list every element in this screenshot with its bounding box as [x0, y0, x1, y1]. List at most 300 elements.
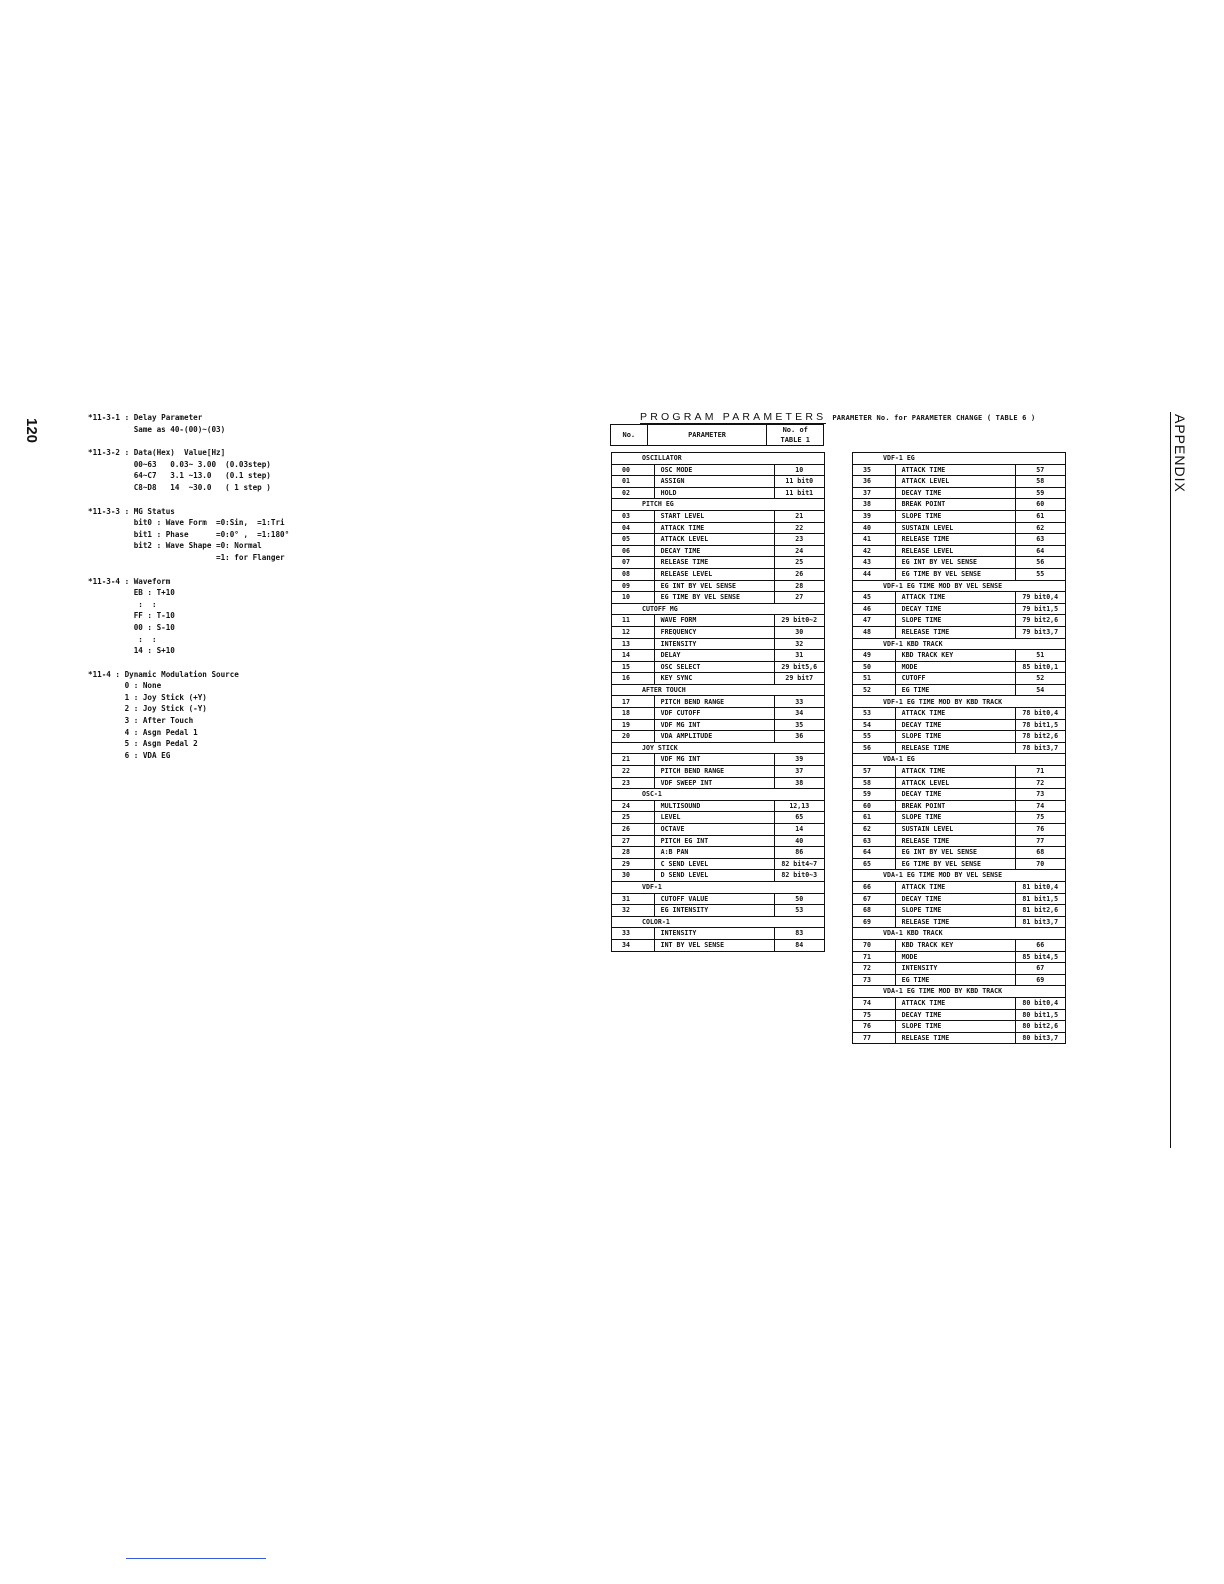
table-row [612, 870, 825, 882]
table1-number: 78 bit2,6 [1015, 731, 1065, 743]
table1-number: 28 [774, 580, 824, 592]
param-name: PITCH BEND RANGE [654, 766, 774, 778]
table1-number: 78 bit0,4 [1015, 708, 1065, 720]
section-row [853, 580, 1066, 592]
table-row [612, 766, 825, 778]
table-row [853, 777, 1066, 789]
table1-number: 81 bit3,7 [1015, 916, 1065, 928]
table1-number: 82 bit0~3 [774, 870, 824, 882]
column-header-table [610, 424, 824, 446]
param-number: 11 [612, 615, 655, 627]
param-number: 47 [853, 615, 896, 627]
table-row [612, 800, 825, 812]
param-number: 29 [612, 858, 655, 870]
table-row [612, 847, 825, 859]
table1-number: 29 bit5,6 [774, 661, 824, 673]
footnote-line: : : [88, 599, 157, 609]
table-row [853, 939, 1066, 951]
table1-number: 58 [1015, 476, 1065, 488]
param-number: 76 [853, 1021, 896, 1033]
param-number: 12 [612, 626, 655, 638]
footnote [88, 447, 348, 493]
table1-number: 38 [774, 777, 824, 789]
footnote-line: *11-3-3 : MG Status [88, 506, 175, 516]
param-number: 20 [612, 731, 655, 743]
table-row [853, 510, 1066, 522]
param-number: 13 [612, 638, 655, 650]
table-row [853, 487, 1066, 499]
param-number: 01 [612, 476, 655, 488]
table-row [853, 545, 1066, 557]
param-number: 31 [612, 893, 655, 905]
table1-number: 75 [1015, 812, 1065, 824]
table1-number: 79 bit2,6 [1015, 615, 1065, 627]
page-number: 120 [23, 418, 40, 444]
table-row [612, 464, 825, 476]
param-name: C SEND LEVEL [654, 858, 774, 870]
param-number: 60 [853, 800, 896, 812]
section-label: VDF-1 EG TIME MOD BY VEL SENSE [853, 580, 1066, 592]
param-name: SLOPE TIME [895, 1021, 1015, 1033]
param-name: ASSIGN [654, 476, 774, 488]
param-name: OCTAVE [654, 824, 774, 836]
param-number: 06 [612, 545, 655, 557]
table-row [853, 812, 1066, 824]
param-name: ATTACK TIME [654, 522, 774, 534]
col-header-table1-line2: TABLE 1 [767, 435, 824, 446]
table-row [853, 963, 1066, 975]
table1-number: 81 bit0,4 [1015, 881, 1065, 893]
footnote-line: 2 : Joy Stick (-Y) [88, 704, 207, 714]
footnote-line: *11-3-1 : Delay Parameter [88, 413, 203, 422]
table-row [612, 661, 825, 673]
param-name: OSC SELECT [654, 661, 774, 673]
section-label: VDA-1 EG TIME MOD BY VEL SENSE [853, 870, 1066, 882]
table1-number: 26 [774, 568, 824, 580]
table1-number: 65 [774, 812, 824, 824]
param-number: 43 [853, 557, 896, 569]
param-number: 42 [853, 545, 896, 557]
table1-number: 60 [1015, 499, 1065, 511]
section-label: PITCH EG [612, 499, 825, 511]
param-name: INTENSITY [654, 928, 774, 940]
param-name: RELEASE TIME [895, 626, 1015, 638]
footnote-line: 14 : S+10 [88, 646, 175, 656]
param-name: PITCH EG INT [654, 835, 774, 847]
section-row [612, 684, 825, 696]
section-label: VDF-1 EG [853, 453, 1066, 465]
table1-number: 66 [1015, 939, 1065, 951]
param-name: PITCH BEND RANGE [654, 696, 774, 708]
param-name: EG TIME [895, 684, 1015, 696]
table-row [612, 708, 825, 720]
param-name: EG INT BY VEL SENSE [895, 557, 1015, 569]
table-row [853, 997, 1066, 1009]
param-number: 21 [612, 754, 655, 766]
param-name: ATTACK LEVEL [654, 534, 774, 546]
footnote [88, 506, 348, 564]
table1-number: 31 [774, 650, 824, 662]
section-label: JOY STICK [612, 742, 825, 754]
param-number: 73 [853, 974, 896, 986]
param-number: 15 [612, 661, 655, 673]
param-number: 56 [853, 742, 896, 754]
table-row [612, 568, 825, 580]
param-number: 51 [853, 673, 896, 685]
param-number: 14 [612, 650, 655, 662]
param-name: VDA AMPLITUDE [654, 731, 774, 743]
table1-number: 34 [774, 708, 824, 720]
param-name: MODE [895, 661, 1015, 673]
param-number: 49 [853, 650, 896, 662]
param-name: EG INT BY VEL SENSE [654, 580, 774, 592]
param-number: 28 [612, 847, 655, 859]
footnote [88, 576, 348, 657]
table-row [853, 858, 1066, 870]
table-row [853, 951, 1066, 963]
param-number: 27 [612, 835, 655, 847]
table-row [612, 905, 825, 917]
table-row [612, 615, 825, 627]
table1-number: 79 bit0,4 [1015, 592, 1065, 604]
param-name: A:B PAN [654, 847, 774, 859]
param-number: 67 [853, 893, 896, 905]
footnote-line: 6 : VDA EG [88, 750, 171, 760]
section-label: VDF-1 [612, 881, 825, 893]
table-row [853, 464, 1066, 476]
param-name: CUTOFF VALUE [654, 893, 774, 905]
section-label: VDA-1 EG TIME MOD BY KBD TRACK [853, 986, 1066, 998]
table-row [853, 893, 1066, 905]
param-number: 53 [853, 708, 896, 720]
param-name: SLOPE TIME [895, 510, 1015, 522]
table-row [853, 731, 1066, 743]
footnote-line: FF : T-10 [88, 611, 175, 621]
table1-number: 52 [1015, 673, 1065, 685]
param-name: INTENSITY [895, 963, 1015, 975]
table1-number: 68 [1015, 847, 1065, 859]
table-row [612, 476, 825, 488]
table1-number: 78 bit1,5 [1015, 719, 1065, 731]
param-number: 65 [853, 858, 896, 870]
table-row [853, 615, 1066, 627]
param-number: 59 [853, 789, 896, 801]
param-number: 55 [853, 731, 896, 743]
table1-number: 82 bit4~7 [774, 858, 824, 870]
param-name: CUTOFF [895, 673, 1015, 685]
table-row [853, 684, 1066, 696]
parameter-table-right [852, 452, 1066, 1044]
param-number: 18 [612, 708, 655, 720]
table-row [612, 673, 825, 685]
param-name: DELAY [654, 650, 774, 662]
param-name: HOLD [654, 487, 774, 499]
table-row [612, 696, 825, 708]
param-number: 25 [612, 812, 655, 824]
section-label: OSC-1 [612, 789, 825, 801]
param-number: 07 [612, 557, 655, 569]
table1-number: 84 [774, 939, 824, 951]
param-number: 41 [853, 534, 896, 546]
table-row [853, 603, 1066, 615]
table1-number: 79 bit1,5 [1015, 603, 1065, 615]
table1-number: 67 [1015, 963, 1065, 975]
footnote-line: 1 : Joy Stick (+Y) [88, 692, 207, 702]
param-number: 69 [853, 916, 896, 928]
table-row [853, 661, 1066, 673]
table1-number: 78 bit3,7 [1015, 742, 1065, 754]
table-row [612, 592, 825, 604]
param-number: 54 [853, 719, 896, 731]
param-number: 61 [853, 812, 896, 824]
table-row [853, 499, 1066, 511]
table1-number: 27 [774, 592, 824, 604]
table-row [612, 719, 825, 731]
table-row [612, 638, 825, 650]
table-row [853, 673, 1066, 685]
param-name: DECAY TIME [895, 893, 1015, 905]
table-row [853, 905, 1066, 917]
table-row [612, 557, 825, 569]
param-name: DECAY TIME [895, 487, 1015, 499]
footnote-line: =1: for Flanger [88, 552, 285, 562]
section-label: VDF-1 KBD TRACK [853, 638, 1066, 650]
param-name: ATTACK TIME [895, 997, 1015, 1009]
param-number: 64 [853, 847, 896, 859]
table1-number: 73 [1015, 789, 1065, 801]
table1-number: 24 [774, 545, 824, 557]
param-name: ATTACK TIME [895, 464, 1015, 476]
table-row [853, 568, 1066, 580]
table1-number: 23 [774, 534, 824, 546]
footnote-line: EB : T+10 [88, 588, 175, 598]
param-number: 72 [853, 963, 896, 975]
param-number: 66 [853, 881, 896, 893]
param-number: 32 [612, 905, 655, 917]
param-number: 37 [853, 487, 896, 499]
table-row [612, 928, 825, 940]
param-name: EG TIME [895, 974, 1015, 986]
param-name: ATTACK TIME [895, 766, 1015, 778]
footnote-line: 00~63 0.03~ 3.00 (0.03step) [88, 459, 271, 469]
table-row [612, 626, 825, 638]
param-number: 19 [612, 719, 655, 731]
param-name: OSC MODE [654, 464, 774, 476]
table-row [853, 742, 1066, 754]
table1-number: 85 bit4,5 [1015, 951, 1065, 963]
param-name: BREAK POINT [895, 499, 1015, 511]
param-name: RELEASE TIME [895, 534, 1015, 546]
appendix-tab: APPENDIX [1172, 414, 1188, 493]
table1-number: 81 bit2,6 [1015, 905, 1065, 917]
table-row [612, 580, 825, 592]
param-name: DECAY TIME [654, 545, 774, 557]
param-number: 38 [853, 499, 896, 511]
param-name: SLOPE TIME [895, 731, 1015, 743]
section-label: VDA-1 EG [853, 754, 1066, 766]
table1-number: 86 [774, 847, 824, 859]
footnote-line: *11-3-4 : Waveform [88, 576, 171, 586]
table-row [612, 893, 825, 905]
param-name: VDF SWEEP INT [654, 777, 774, 789]
table-row [853, 835, 1066, 847]
table1-number: 56 [1015, 557, 1065, 569]
footnotes [88, 412, 348, 773]
param-name: VDF CUTOFF [654, 708, 774, 720]
footnote [88, 669, 348, 762]
section-row [612, 881, 825, 893]
param-name: EG INT BY VEL SENSE [895, 847, 1015, 859]
param-number: 50 [853, 661, 896, 673]
table1-number: 51 [1015, 650, 1065, 662]
table1-number: 35 [774, 719, 824, 731]
param-name: SUSTAIN LEVEL [895, 522, 1015, 534]
table-row [612, 510, 825, 522]
param-name: DECAY TIME [895, 789, 1015, 801]
section-label: OSCILLATOR [612, 453, 825, 465]
param-number: 09 [612, 580, 655, 592]
table-row [853, 766, 1066, 778]
table1-number: 80 bit2,6 [1015, 1021, 1065, 1033]
table-row [612, 777, 825, 789]
param-name: ATTACK LEVEL [895, 777, 1015, 789]
table-row [853, 824, 1066, 836]
param-number: 05 [612, 534, 655, 546]
section-label: CUTOFF MG [612, 603, 825, 615]
param-number: 75 [853, 1009, 896, 1021]
table1-number: 71 [1015, 766, 1065, 778]
table-row [612, 812, 825, 824]
table-row [853, 592, 1066, 604]
param-name: DECAY TIME [895, 719, 1015, 731]
param-number: 39 [853, 510, 896, 522]
table-row [853, 1032, 1066, 1044]
section-label: VDF-1 EG TIME MOD BY KBD TRACK [853, 696, 1066, 708]
table-row [853, 557, 1066, 569]
section-row [612, 453, 825, 465]
table-row [612, 650, 825, 662]
param-number: 68 [853, 905, 896, 917]
param-name: FREQUENCY [654, 626, 774, 638]
edge-rule [1170, 412, 1171, 1148]
section-row [853, 986, 1066, 998]
col-header-no: No. [611, 425, 648, 446]
param-number: 46 [853, 603, 896, 615]
footer-rule [126, 1558, 266, 1559]
table-row [853, 476, 1066, 488]
table-row [853, 916, 1066, 928]
param-name: INT BY VEL SENSE [654, 939, 774, 951]
footnote-line: 5 : Asgn Pedal 2 [88, 739, 198, 749]
table1-number: 80 bit1,5 [1015, 1009, 1065, 1021]
param-number: 36 [853, 476, 896, 488]
footnote-line: 3 : After Touch [88, 716, 194, 726]
param-number: 34 [612, 939, 655, 951]
table1-number: 61 [1015, 510, 1065, 522]
param-name: ATTACK LEVEL [895, 476, 1015, 488]
param-name: RELEASE LEVEL [895, 545, 1015, 557]
param-name: EG TIME BY VEL SENSE [895, 568, 1015, 580]
table1-number: 55 [1015, 568, 1065, 580]
param-number: 17 [612, 696, 655, 708]
param-name: VDF MG INT [654, 754, 774, 766]
table-row [612, 939, 825, 951]
footnote-line: bit1 : Phase =0:0° , =1:180° [88, 529, 290, 539]
param-name: SUSTAIN LEVEL [895, 824, 1015, 836]
section-label: COLOR-1 [612, 916, 825, 928]
param-name: WAVE FORM [654, 615, 774, 627]
table1-number: 29 bit0~2 [774, 615, 824, 627]
param-name: SLOPE TIME [895, 812, 1015, 824]
footnote [88, 412, 348, 435]
table1-number: 57 [1015, 464, 1065, 476]
table-row [612, 545, 825, 557]
section-row [853, 754, 1066, 766]
table-row [612, 824, 825, 836]
table1-number: 54 [1015, 684, 1065, 696]
table1-number: 29 bit7 [774, 673, 824, 685]
param-number: 40 [853, 522, 896, 534]
table1-number: 80 bit0,4 [1015, 997, 1065, 1009]
table1-number: 85 bit0,1 [1015, 661, 1065, 673]
section-label: VDA-1 KBD TRACK [853, 928, 1066, 940]
param-name: MODE [895, 951, 1015, 963]
footnote-line: : : [88, 634, 157, 644]
param-name: KBD TRACK KEY [895, 939, 1015, 951]
section-row [853, 696, 1066, 708]
section-row [853, 870, 1066, 882]
footnote-line: 0 : None [88, 681, 162, 691]
table1-number: 30 [774, 626, 824, 638]
param-number: 63 [853, 835, 896, 847]
param-name: RELEASE LEVEL [654, 568, 774, 580]
table-row [853, 708, 1066, 720]
param-number: 35 [853, 464, 896, 476]
table1-number: 22 [774, 522, 824, 534]
table-row [612, 835, 825, 847]
table1-number: 14 [774, 824, 824, 836]
param-number: 58 [853, 777, 896, 789]
param-name: INTENSITY [654, 638, 774, 650]
table1-number: 40 [774, 835, 824, 847]
param-number: 16 [612, 673, 655, 685]
table-heading [640, 411, 1035, 423]
section-row [612, 789, 825, 801]
table1-number: 64 [1015, 545, 1065, 557]
table-row [853, 522, 1066, 534]
table1-number: 77 [1015, 835, 1065, 847]
table1-number: 70 [1015, 858, 1065, 870]
table1-number: 59 [1015, 487, 1065, 499]
param-name: RELEASE TIME [895, 742, 1015, 754]
footnote-line: 00 : S-10 [88, 622, 175, 632]
param-name: ATTACK TIME [895, 592, 1015, 604]
table1-number: 25 [774, 557, 824, 569]
param-number: 77 [853, 1032, 896, 1044]
table1-number: 21 [774, 510, 824, 522]
table-row [853, 1021, 1066, 1033]
table-subtitle: PARAMETER No. for PARAMETER CHANGE ( TABLE 6 ) [832, 414, 1036, 422]
param-name: ATTACK TIME [895, 708, 1015, 720]
footnote-line: bit2 : Wave Shape =0: Normal [88, 541, 262, 551]
param-name: KEY SYNC [654, 673, 774, 685]
table1-number: 12,13 [774, 800, 824, 812]
table1-number: 37 [774, 766, 824, 778]
table1-number: 76 [1015, 824, 1065, 836]
param-name: RELEASE TIME [895, 1032, 1015, 1044]
param-number: 04 [612, 522, 655, 534]
section-row [612, 603, 825, 615]
